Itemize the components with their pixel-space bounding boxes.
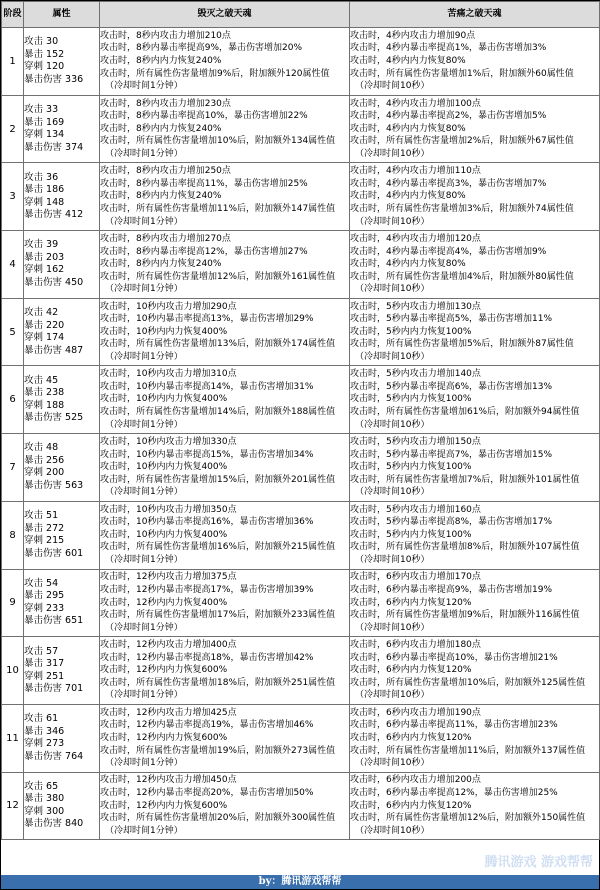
header-suffering-soul: 苦痛之破天魂 [350, 2, 600, 28]
attribute-line: 攻击 48 [24, 442, 59, 454]
effect-line: 攻击时，6秒内暴击率提高10%，暴击伤害增加21% [350, 652, 558, 663]
stage-number: 7 [2, 434, 24, 502]
effect-line: 攻击时，所有属性伤害量增加11%后，附加额外147属性值 [100, 204, 336, 215]
cooldown-line: （冷却时间10秒） [355, 216, 430, 227]
effect-line: 攻击时，8秒内暴击率提高12%，暴击伤害增加27% [100, 246, 308, 257]
cooldown-line: （冷却时间10秒） [355, 690, 430, 701]
effect-line: 攻击时，5秒内内力恢复100% [350, 326, 472, 337]
effect-line: 攻击时，8秒内攻击力增加230点 [100, 98, 231, 109]
effect-line: 攻击时，4秒内内力恢复80% [350, 56, 466, 67]
effect-line: 攻击时，10秒内暴击率提高13%，暴击伤害增加29% [100, 314, 314, 325]
effect-line: 攻击时，12秒内暴击率提高19%，暴击伤害增加46% [100, 720, 314, 731]
attribute-line: 暴击伤害 374 [24, 141, 84, 153]
effect-line: 攻击时，4秒内攻击力增加110点 [350, 166, 481, 177]
stage-number: 5 [2, 298, 24, 366]
effect-line: 攻击时，10秒内内力恢复400% [100, 394, 228, 405]
suffering-effects [350, 637, 600, 705]
cooldown-line: （冷却时间1分钟） [105, 148, 183, 159]
attribute-line: 穿刺 174 [24, 332, 65, 344]
table-row [2, 434, 600, 502]
effect-line: 攻击时，5秒内暴击率提高8%，暴击伤害增加17% [350, 517, 553, 528]
effect-line: 攻击时，所有属性伤害量增加8%后，附加额外107属性值 [350, 542, 580, 553]
effect-line: 攻击时，12秒内暴击率提高20%，暴击伤害增加50% [100, 788, 314, 799]
attribute-list [24, 163, 100, 231]
attribute-line: 穿刺 300 [24, 805, 65, 817]
cooldown-line: （冷却时间1分钟） [105, 284, 183, 295]
effect-line: 攻击时，12秒内内力恢复600% [100, 800, 228, 811]
attribute-line: 暴击伤害 601 [24, 547, 84, 559]
effect-line: 攻击时，8秒内暴击率提高10%，暴击伤害增加22% [100, 111, 308, 122]
destruction-effects [100, 501, 350, 569]
effect-line: 攻击时，10秒内攻击力增加330点 [100, 436, 237, 447]
attribute-line: 攻击 33 [24, 104, 59, 116]
effect-line: 攻击时，5秒内攻击力增加130点 [350, 301, 481, 312]
effect-line: 攻击时，6秒内暴击率提高9%，暴击伤害增加19% [350, 584, 553, 595]
effect-line: 攻击时，6秒内内力恢复120% [350, 800, 472, 811]
effect-line: 攻击时，4秒内攻击力增加120点 [350, 233, 481, 244]
effect-line: 攻击时，4秒内攻击力增加100点 [350, 98, 481, 109]
effect-line: 攻击时，所有属性伤害量增加13%后，附加额外174属性值 [100, 339, 336, 350]
attribute-line: 穿刺 215 [24, 535, 65, 547]
attribute-list [24, 434, 100, 502]
effect-line: 攻击时，所有属性伤害量增加19%后，附加额外273属性值 [100, 745, 336, 756]
suffering-effects [350, 28, 600, 96]
attribute-line: 暴击伤害 336 [24, 73, 84, 85]
attribute-list [24, 501, 100, 569]
attribute-line: 暴击 203 [24, 251, 65, 263]
effect-line: 攻击时，8秒内内力恢复240% [100, 259, 222, 270]
cooldown-line: （冷却时间10秒） [355, 622, 430, 633]
effect-line: 攻击时，所有属性伤害量增加15%后，附加额外201属性值 [100, 474, 336, 485]
cooldown-line: （冷却时间10秒） [355, 351, 430, 362]
attribute-line: 穿刺 233 [24, 602, 65, 614]
attribute-list [24, 28, 100, 96]
table-row [2, 163, 600, 231]
effect-line: 攻击时，所有属性伤害量增加14%后，附加额外188属性值 [100, 407, 336, 418]
destruction-effects [100, 231, 350, 299]
effect-line: 攻击时，12秒内暴击率提高18%，暴击伤害增加42% [100, 652, 314, 663]
attribute-line: 暴击伤害 487 [24, 344, 84, 356]
effect-line: 攻击时，12秒内攻击力增加450点 [100, 775, 237, 786]
header-stage: 阶段 [2, 2, 24, 28]
stage-number: 11 [2, 704, 24, 772]
table-row [2, 95, 600, 163]
cooldown-line: （冷却时间1分钟） [105, 351, 183, 362]
cooldown-line: （冷却时间1分钟） [105, 81, 183, 92]
stage-number: 8 [2, 501, 24, 569]
table-row [2, 501, 600, 569]
attribute-line: 暴击 272 [24, 522, 65, 534]
effect-line: 攻击时，12秒内内力恢复600% [100, 665, 228, 676]
suffering-effects [350, 569, 600, 637]
cooldown-line: （冷却时间10秒） [355, 825, 430, 836]
attribute-line: 暴击伤害 840 [24, 818, 84, 830]
effect-line: 攻击时，4秒内暴击率提高4%，暴击伤害增加9% [350, 246, 547, 257]
footer-bar [1, 875, 599, 889]
suffering-effects [350, 366, 600, 434]
attribute-line: 暴击 295 [24, 590, 65, 602]
header-attributes: 属性 [24, 2, 100, 28]
attribute-line: 穿刺 134 [24, 129, 65, 141]
destruction-effects [100, 637, 350, 705]
effect-line: 攻击时，10秒内内力恢复400% [100, 326, 228, 337]
header-destruction-soul: 毁灭之破天魂 [100, 2, 350, 28]
attribute-line: 暴击 380 [24, 793, 65, 805]
effect-line: 攻击时，所有属性伤害量增加7%后，附加额外101属性值 [350, 474, 580, 485]
attribute-list [24, 569, 100, 637]
effect-line: 攻击时，所有属性伤害量增加17%后，附加额外233属性值 [100, 610, 336, 621]
table-row [2, 704, 600, 772]
effect-line: 攻击时，4秒内暴击率提高2%，暴击伤害增加5% [350, 111, 547, 122]
header-row [2, 2, 600, 28]
effect-line: 攻击时，5秒内内力恢复100% [350, 394, 472, 405]
effect-line: 攻击时，5秒内攻击力增加140点 [350, 369, 481, 380]
effect-line: 攻击时，4秒内暴击率提高3%，暴击伤害增加7% [350, 178, 547, 189]
destruction-effects [100, 28, 350, 96]
stats-table [1, 1, 600, 840]
effect-line: 攻击时，所有属性伤害量增加9%后，附加额外120属性值 [100, 68, 330, 79]
cooldown-line: （冷却时间1分钟） [105, 216, 183, 227]
effect-line: 攻击时，所有属性伤害量增加12%后，附加额外161属性值 [100, 271, 336, 282]
effect-line: 攻击时，所有属性伤害量增加61%后，附加额外94属性值 [350, 407, 580, 418]
cooldown-line: （冷却时间10秒） [355, 487, 430, 498]
table-row [2, 28, 600, 96]
cooldown-line: （冷却时间1分钟） [105, 622, 183, 633]
destruction-effects [100, 772, 350, 840]
effect-line: 攻击时，6秒内暴击率提高11%，暴击伤害增加23% [350, 720, 558, 731]
suffering-effects [350, 772, 600, 840]
effect-line: 攻击时，8秒内攻击力增加250点 [100, 166, 231, 177]
cooldown-line: （冷却时间10秒） [355, 758, 430, 769]
effect-line: 攻击时，6秒内暴击率提高12%，暴击伤害增加25% [350, 788, 558, 799]
cooldown-line: （冷却时间1分钟） [105, 487, 183, 498]
effect-line: 攻击时，10秒内攻击力增加310点 [100, 369, 237, 380]
attribute-line: 穿刺 148 [24, 196, 65, 208]
attribute-line: 暴击伤害 450 [24, 276, 84, 288]
destruction-effects [100, 704, 350, 772]
attribute-list [24, 637, 100, 705]
effect-line: 攻击时，4秒内内力恢复80% [350, 123, 466, 134]
effect-line: 攻击时，12秒内内力恢复400% [100, 597, 228, 608]
effect-line: 攻击时，6秒内内力恢复120% [350, 732, 472, 743]
attribute-line: 穿刺 200 [24, 467, 65, 479]
attribute-line: 攻击 39 [24, 239, 59, 251]
stage-number: 1 [2, 28, 24, 96]
stage-number: 4 [2, 231, 24, 299]
effect-line: 攻击时，6秒内内力恢复120% [350, 665, 472, 676]
effect-line: 攻击时，10秒内内力恢复400% [100, 529, 228, 540]
effect-line: 攻击时，12秒内攻击力增加375点 [100, 572, 237, 583]
attribute-list [24, 366, 100, 434]
cooldown-line: （冷却时间10秒） [355, 148, 430, 159]
attribute-list [24, 231, 100, 299]
effect-line: 攻击时，6秒内攻击力增加200点 [350, 775, 481, 786]
stage-number: 2 [2, 95, 24, 163]
table-row [2, 298, 600, 366]
destruction-effects [100, 434, 350, 502]
destruction-effects [100, 298, 350, 366]
attribute-line: 穿刺 273 [24, 738, 65, 750]
suffering-effects [350, 231, 600, 299]
cooldown-line: （冷却时间1分钟） [105, 825, 183, 836]
effect-line: 攻击时，8秒内内力恢复240% [100, 123, 222, 134]
cooldown-line: （冷却时间1分钟） [105, 758, 183, 769]
effect-line: 攻击时，10秒内内力恢复400% [100, 462, 228, 473]
cooldown-line: （冷却时间1分钟） [105, 555, 183, 566]
attribute-line: 穿刺 120 [24, 61, 65, 73]
effect-line: 攻击时，10秒内暴击率提高16%，暴击伤害增加36% [100, 517, 314, 528]
effect-line: 攻击时，8秒内内力恢复240% [100, 191, 222, 202]
suffering-effects [350, 163, 600, 231]
suffering-effects [350, 95, 600, 163]
attribute-list [24, 772, 100, 840]
effect-line: 攻击时，6秒内内力恢复120% [350, 597, 472, 608]
effect-line: 攻击时，所有属性伤害量增加3%后，附加额外74属性值 [350, 204, 574, 215]
effect-line: 攻击时，8秒内暴击率提高9%，暴击伤害增加20% [100, 43, 303, 54]
effect-line: 攻击时，12秒内内力恢复600% [100, 732, 228, 743]
suffering-effects [350, 704, 600, 772]
stage-number: 9 [2, 569, 24, 637]
attribute-line: 暴击 220 [24, 319, 65, 331]
suffering-effects [350, 434, 600, 502]
attribute-line: 攻击 65 [24, 780, 59, 792]
effect-line: 攻击时，所有属性伤害量增加18%后，附加额外251属性值 [100, 677, 336, 688]
attribute-list [24, 95, 100, 163]
attribute-line: 暴击 152 [24, 48, 65, 60]
destruction-effects [100, 366, 350, 434]
attribute-line: 穿刺 162 [24, 264, 65, 276]
effect-line: 攻击时，8秒内攻击力增加210点 [100, 30, 231, 41]
cooldown-line: （冷却时间1分钟） [105, 690, 183, 701]
attribute-line: 暴击 186 [24, 184, 65, 196]
effect-line: 攻击时，4秒内内力恢复80% [350, 191, 466, 202]
attribute-line: 穿刺 188 [24, 399, 65, 411]
effect-line: 攻击时，5秒内暴击率提高6%，暴击伤害增加13% [350, 381, 553, 392]
effect-line: 攻击时，5秒内攻击力增加150点 [350, 436, 481, 447]
table-row [2, 637, 600, 705]
attribute-line: 暴击 256 [24, 454, 65, 466]
attribute-line: 攻击 61 [24, 713, 59, 725]
effect-line: 攻击时，所有属性伤害量增加9%后，附加额外116属性值 [350, 610, 580, 621]
attribute-line: 暴击伤害 412 [24, 209, 84, 221]
attribute-line: 攻击 36 [24, 171, 59, 183]
stage-number: 3 [2, 163, 24, 231]
cooldown-line: （冷却时间1分钟） [105, 419, 183, 430]
attribute-line: 暴击 317 [24, 658, 65, 670]
suffering-effects [350, 298, 600, 366]
effect-line: 攻击时，8秒内攻击力增加270点 [100, 233, 231, 244]
table-row [2, 366, 600, 434]
attribute-line: 暴击伤害 701 [24, 683, 84, 695]
attribute-line: 攻击 54 [24, 577, 59, 589]
attribute-line: 暴击伤害 764 [24, 750, 84, 762]
attribute-list [24, 298, 100, 366]
watermark-logo: 腾讯游戏 游戏帮帮 [484, 855, 593, 870]
effect-line: 攻击时，所有属性伤害量增加12%后，附加额外150属性值 [350, 813, 586, 824]
effect-line: 攻击时，10秒内暴击率提高15%，暴击伤害增加34% [100, 449, 314, 460]
attribute-line: 暴击 169 [24, 116, 65, 128]
effect-line: 攻击时，10秒内攻击力增加290点 [100, 301, 237, 312]
effect-line: 攻击时，所有属性伤害量增加4%后，附加额外80属性值 [350, 271, 574, 282]
effect-line: 攻击时，5秒内内力恢复100% [350, 529, 472, 540]
destruction-effects [100, 163, 350, 231]
effect-line: 攻击时，所有属性伤害量增加16%后，附加额外215属性值 [100, 542, 336, 553]
cooldown-line: （冷却时间10秒） [355, 555, 430, 566]
effect-line: 攻击时，所有属性伤害量增加10%后，附加额外134属性值 [100, 136, 336, 147]
suffering-effects [350, 501, 600, 569]
attribute-line: 攻击 45 [24, 374, 59, 386]
attribute-line: 暴击 238 [24, 387, 65, 399]
destruction-effects [100, 569, 350, 637]
effect-line: 攻击时，12秒内攻击力增加400点 [100, 640, 237, 651]
effect-line: 攻击时，8秒内暴击率提高11%，暴击伤害增加25% [100, 178, 308, 189]
effect-line: 攻击时，所有属性伤害量增加20%后，附加额外300属性值 [100, 813, 336, 824]
effect-line: 攻击时，所有属性伤害量增加2%后，附加额外67属性值 [350, 136, 574, 147]
cooldown-line: （冷却时间10秒） [355, 419, 430, 430]
attribute-line: 暴击伤害 651 [24, 615, 84, 627]
effect-line: 攻击时，6秒内攻击力增加180点 [350, 640, 481, 651]
footer-credit: by：腾讯游戏帮帮 [258, 876, 342, 887]
table-row [2, 772, 600, 840]
attribute-line: 穿刺 251 [24, 670, 65, 682]
attribute-list [24, 704, 100, 772]
effect-line: 攻击时，所有属性伤害量增加5%后，附加额外87属性值 [350, 339, 574, 350]
effect-line: 攻击时，4秒内暴击率提高1%，暴击伤害增加3% [350, 43, 547, 54]
effect-line: 攻击时，所有属性伤害量增加10%后，附加额外125属性值 [350, 677, 586, 688]
attribute-line: 暴击伤害 525 [24, 412, 84, 424]
attribute-line: 攻击 30 [24, 36, 59, 48]
destruction-effects [100, 95, 350, 163]
effect-line: 攻击时，6秒内攻击力增加170点 [350, 572, 481, 583]
effect-line: 攻击时，10秒内暴击率提高14%，暴击伤害增加31% [100, 381, 314, 392]
effect-line: 攻击时，12秒内暴击率提高17%，暴击伤害增加39% [100, 584, 314, 595]
attribute-line: 攻击 51 [24, 510, 59, 522]
table-row [2, 231, 600, 299]
attribute-line: 攻击 57 [24, 645, 59, 657]
stage-number: 12 [2, 772, 24, 840]
effect-line: 攻击时，5秒内内力恢复100% [350, 462, 472, 473]
effect-line: 攻击时，6秒内攻击力增加190点 [350, 707, 481, 718]
effect-line: 攻击时，所有属性伤害量增加11%后，附加额外137属性值 [350, 745, 586, 756]
effect-line: 攻击时，10秒内攻击力增加350点 [100, 504, 237, 515]
effect-line: 攻击时，8秒内内力恢复240% [100, 56, 222, 67]
cooldown-line: （冷却时间10秒） [355, 284, 430, 295]
effect-line: 攻击时，4秒内攻击力增加90点 [350, 30, 476, 41]
attribute-line: 攻击 42 [24, 307, 59, 319]
effect-line: 攻击时，12秒内攻击力增加425点 [100, 707, 237, 718]
attribute-line: 暴击伤害 563 [24, 479, 84, 491]
effect-line: 攻击时，5秒内攻击力增加160点 [350, 504, 481, 515]
effect-line: 攻击时，4秒内内力恢复80% [350, 259, 466, 270]
table-row [2, 569, 600, 637]
effect-line: 攻击时，5秒内暴击率提高7%，暴击伤害增加15% [350, 449, 553, 460]
stage-number: 10 [2, 637, 24, 705]
stage-number: 6 [2, 366, 24, 434]
attribute-line: 暴击 346 [24, 725, 65, 737]
effect-line: 攻击时，5秒内暴击率提高5%，暴击伤害增加11% [350, 314, 553, 325]
effect-line: 攻击时，所有属性伤害量增加1%后，附加额外60属性值 [350, 68, 574, 79]
cooldown-line: （冷却时间10秒） [355, 81, 430, 92]
table-body [2, 28, 600, 840]
